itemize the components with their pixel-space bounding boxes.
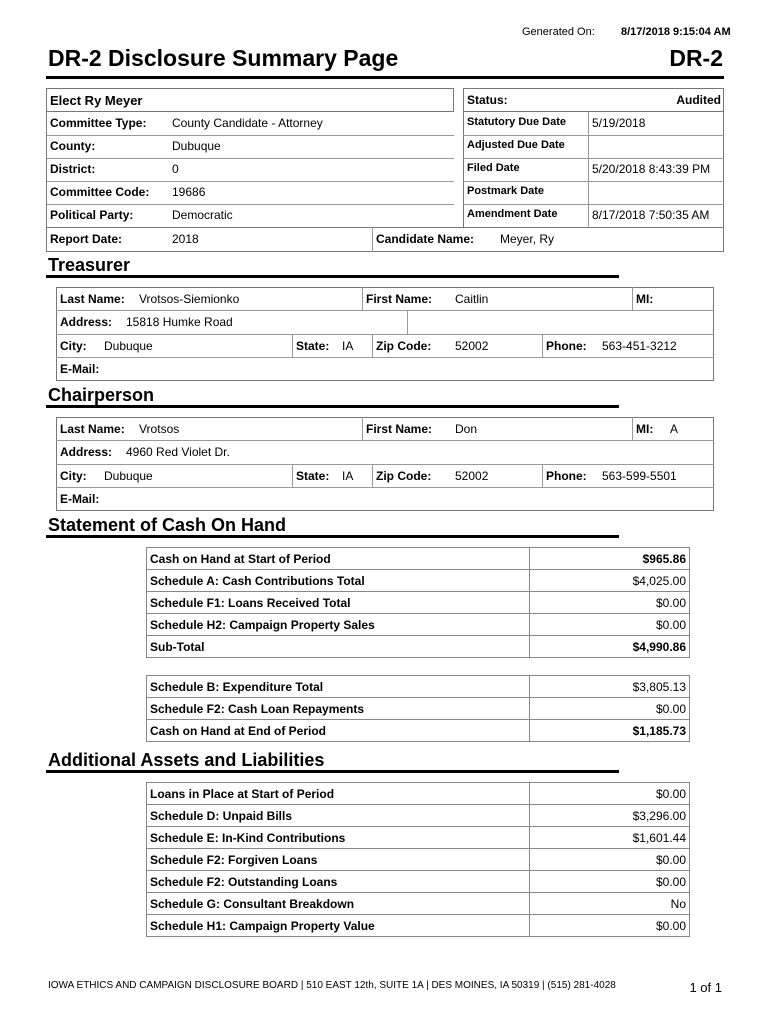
table-row (147, 805, 690, 827)
treasurer-first-name-value: Caitlin (455, 292, 489, 306)
row-label: Schedule H2: Campaign Property Sales (147, 614, 530, 636)
chairperson-zip-label: Zip Code: (376, 469, 432, 483)
cash-table-1 (146, 547, 690, 658)
table-row (147, 827, 690, 849)
row-value: No (530, 893, 690, 915)
treasurer-address-value: 15818 Humke Road (126, 315, 233, 329)
treasurer-first-name-label: First Name: (366, 292, 433, 306)
table-row (147, 849, 690, 871)
row-value: $0.00 (530, 915, 690, 937)
treasurer-phone-label: Phone: (546, 339, 587, 353)
row-value: $0.00 (530, 849, 690, 871)
row-label: Schedule D: Unpaid Bills (147, 805, 530, 827)
treasurer-mi-label: MI: (636, 292, 654, 306)
row-label: Schedule B: Expenditure Total (147, 676, 530, 698)
row-label: Sub-Total (147, 636, 530, 658)
table-row (147, 720, 690, 742)
row-label: Schedule A: Cash Contributions Total (147, 570, 530, 592)
table-row (147, 783, 690, 805)
cash-table-2 (146, 675, 690, 742)
chairperson-section-title: Chairperson (48, 385, 155, 405)
chairperson-address-label: Address: (60, 445, 113, 459)
treasurer-email-label: E-Mail: (60, 362, 100, 376)
treasurer-section-title: Treasurer (48, 255, 131, 275)
row-value: $0.00 (530, 698, 690, 720)
treasurer-zip-value: 52002 (455, 339, 489, 353)
chairperson-phone-value: 563-599-5501 (602, 469, 677, 483)
report-date-label: Report Date: (50, 232, 123, 246)
amendment-date-label: Amendment Date (467, 208, 558, 220)
chairperson-rule (46, 405, 619, 408)
row-value: $3,296.00 (530, 805, 690, 827)
row-value: $0.00 (530, 783, 690, 805)
chairperson-city-label: City: (60, 469, 87, 483)
row-value: $0.00 (530, 871, 690, 893)
chairperson-state-label: State: (296, 469, 330, 483)
committee-type-label: Committee Type: (50, 116, 147, 130)
row-value: $0.00 (530, 592, 690, 614)
row-label: Schedule F2: Forgiven Loans (147, 849, 530, 871)
district-label: District: (50, 162, 96, 176)
table-row (147, 676, 690, 698)
assets-section-title: Additional Assets and Liabilities (48, 750, 325, 770)
treasurer-rule (46, 275, 619, 278)
row-label: Schedule F2: Cash Loan Repayments (147, 698, 530, 720)
table-row (147, 548, 690, 570)
page-number: 1 of 1 (689, 980, 722, 995)
row-label: Schedule G: Consultant Breakdown (147, 893, 530, 915)
footer-text: IOWA ETHICS AND CAMPAIGN DISCLOSURE BOARD | 510 EAST 12th, SUITE 1A | DES MOINES, IA 50319 | (515) 281-4028 (48, 980, 616, 991)
treasurer-phone-value: 563-451-3212 (602, 339, 677, 353)
amendment-date-value: 8/17/2018 7:50:35 AM (592, 208, 710, 222)
row-label: Cash on Hand at Start of Period (147, 548, 530, 570)
county-value: Dubuque (172, 139, 221, 153)
chairperson-mi-value: A (670, 422, 679, 436)
treasurer-zip-label: Zip Code: (376, 339, 432, 353)
row-value: $4,990.86 (530, 636, 690, 658)
chairperson-state-value: IA (342, 469, 354, 483)
chairperson-zip-value: 52002 (455, 469, 489, 483)
row-value: $1,601.44 (530, 827, 690, 849)
candidate-name-value: Meyer, Ry (500, 232, 555, 246)
filed-date-label: Filed Date (467, 162, 520, 174)
treasurer-state-value: IA (342, 339, 354, 353)
row-label: Schedule F1: Loans Received Total (147, 592, 530, 614)
table-row (147, 893, 690, 915)
generated-value: 8/17/2018 9:15:04 AM (621, 26, 731, 38)
treasurer-address-label: Address: (60, 315, 113, 329)
adjusted-due-date-label: Adjusted Due Date (467, 139, 565, 151)
candidate-name-label: Candidate Name: (376, 232, 475, 246)
row-value: $4,025.00 (530, 570, 690, 592)
political-party-value: Democratic (172, 208, 233, 222)
assets-rule (46, 770, 619, 773)
table-row (147, 614, 690, 636)
row-label: Schedule F2: Outstanding Loans (147, 871, 530, 893)
committee-name: Elect Ry Meyer (50, 93, 143, 108)
statutory-due-date-value: 5/19/2018 (592, 116, 646, 130)
row-label: Loans in Place at Start of Period (147, 783, 530, 805)
cash-section-title: Statement of Cash On Hand (48, 515, 287, 535)
title-rule (46, 76, 724, 79)
chairperson-mi-label: MI: (636, 422, 654, 436)
chairperson-last-name-value: Vrotsos (139, 422, 180, 436)
chairperson-email-label: E-Mail: (60, 492, 100, 506)
row-value: $1,185.73 (530, 720, 690, 742)
chairperson-first-name-label: First Name: (366, 422, 433, 436)
committee-code-value: 19686 (172, 185, 206, 199)
committee-code-label: Committee Code: (50, 185, 150, 199)
row-label: Schedule H1: Campaign Property Value (147, 915, 530, 937)
chairperson-address-value: 4960 Red Violet Dr. (126, 445, 230, 459)
treasurer-last-name-label: Last Name: (60, 292, 125, 306)
chairperson-phone-label: Phone: (546, 469, 587, 483)
chairperson-last-name-label: Last Name: (60, 422, 125, 436)
chairperson-city-value: Dubuque (104, 469, 153, 483)
treasurer-city-label: City: (60, 339, 87, 353)
row-value: $0.00 (530, 614, 690, 636)
form-code: DR-2 (669, 45, 723, 71)
postmark-date-label: Postmark Date (467, 185, 545, 197)
table-row (147, 570, 690, 592)
page-title: DR-2 Disclosure Summary Page (48, 45, 399, 71)
political-party-label: Political Party: (50, 208, 134, 222)
table-row (147, 871, 690, 893)
row-label: Schedule E: In-Kind Contributions (147, 827, 530, 849)
generated-label: Generated On: (522, 26, 595, 38)
row-value: $3,805.13 (530, 676, 690, 698)
table-row (147, 592, 690, 614)
table-row (147, 915, 690, 937)
treasurer-last-name-value: Vrotsos-Siemionko (139, 292, 240, 306)
committee-type-value: County Candidate - Attorney (172, 116, 323, 130)
table-row (147, 636, 690, 658)
table-row (147, 698, 690, 720)
row-value: $965.86 (530, 548, 690, 570)
assets-table (146, 782, 690, 937)
report-date-value: 2018 (172, 232, 199, 246)
status-label: Status: (467, 93, 508, 107)
county-label: County: (50, 139, 96, 153)
filed-date-value: 5/20/2018 8:43:39 PM (592, 162, 711, 176)
statutory-due-date-label: Statutory Due Date (467, 116, 567, 128)
row-label: Cash on Hand at End of Period (147, 720, 530, 742)
treasurer-state-label: State: (296, 339, 330, 353)
chairperson-first-name-value: Don (455, 422, 478, 436)
district-value: 0 (172, 162, 179, 176)
treasurer-city-value: Dubuque (104, 339, 153, 353)
status-value: Audited (676, 93, 721, 107)
cash-rule (46, 535, 619, 538)
